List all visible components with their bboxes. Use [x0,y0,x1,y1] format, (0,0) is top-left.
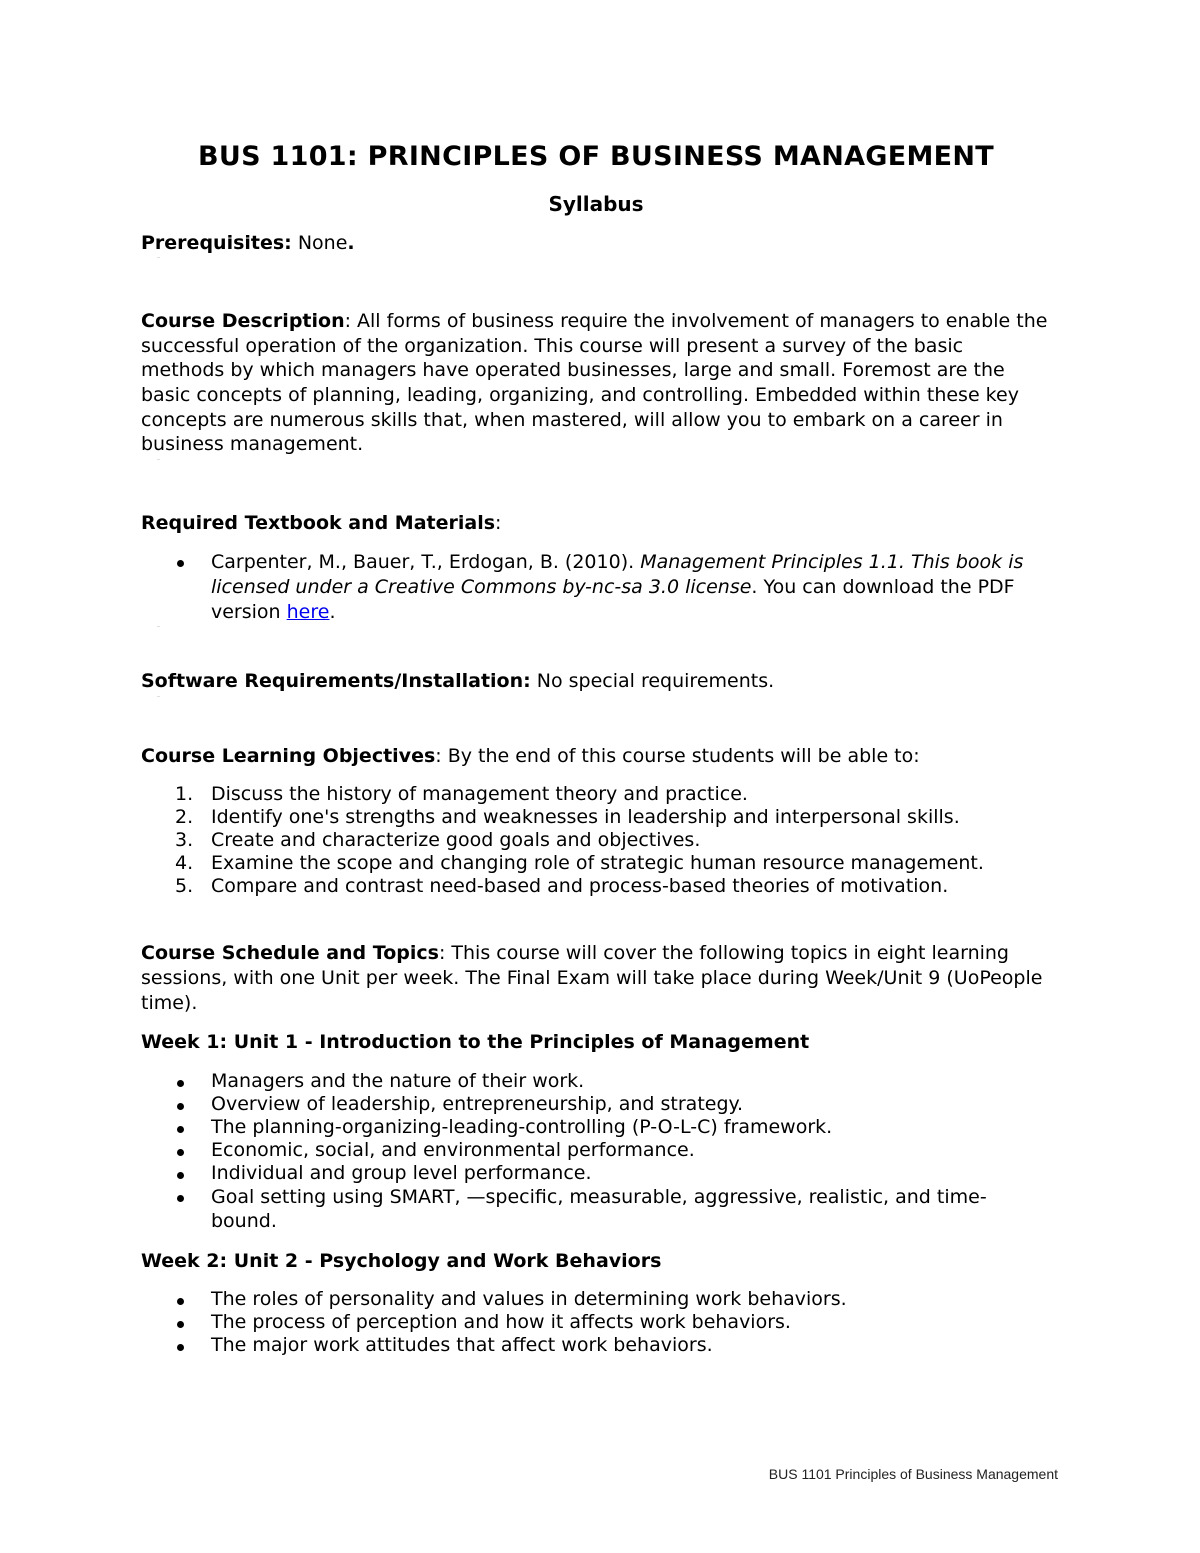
list-item: Goal setting using SMART, —specific, measurable, aggressive, realistic, and time-bound. [141,1185,1051,1234]
bullet-icon [177,1149,184,1156]
list-item: The process of perception and how it affects work behaviors. [141,1311,1051,1334]
prerequisites-label: Prerequisites: [141,231,292,254]
list-item: 5. Compare and contrast need-based and process-based theories of motivation. [175,875,949,898]
week-1-heading: Week 1: Unit 1 - Introduction to the Principles of Management [141,1031,810,1054]
week-2-heading: Week 2: Unit 2 - Psychology and Work Behaviors [141,1249,662,1272]
bullet-icon [177,1321,184,1328]
objectives-label: Course Learning Objectives [141,744,436,767]
paragraph-mark [141,624,1051,634]
week-2-topics [141,1288,1051,1357]
software-requirements: Software Requirements/Installation: No special requirements. [141,670,775,693]
paragraph-mark [141,457,1051,467]
bullet-icon [177,1172,184,1179]
list-item: Managers and the nature of their work. [141,1070,1051,1093]
course-description [141,309,1051,457]
book-title: Management Principles 1.1. This book is licensed under a Creative Commons by-nc-sa 3.0 license [211,551,1024,598]
list-item: The roles of personality and values in determining work behaviors. [141,1288,1051,1311]
list-item: 4. Examine the scope and changing role of strategic human resource management. [175,852,984,875]
learning-objectives: Course Learning Objectives: By the end of this course students will be able to: [141,744,920,767]
prerequisites: Prerequisites: None. [141,231,355,254]
download-link[interactable]: here [286,600,330,623]
list-item: 2. Identify one's strengths and weaknesses in leadership and interpersonal skills. [175,806,960,829]
list-item: 1. Discuss the history of management theory and practice. [175,783,748,806]
prerequisites-value: None [291,231,348,254]
page-title: BUS 1101: PRINCIPLES OF BUSINESS MANAGEMENT [197,141,995,172]
page-subtitle: Syllabus [548,192,644,216]
bullet-icon [177,1126,184,1133]
schedule-label: Course Schedule and Topics [141,942,439,965]
document-page [141,140,1051,1357]
bullet-icon [177,1195,184,1202]
list-item: Economic, social, and environmental performance. [141,1139,1051,1162]
list-item: Individual and group level performance. [141,1162,1051,1185]
course-description-label: Course Description [141,310,345,333]
bullet-icon [177,560,184,567]
week-1-topics [141,1070,1051,1234]
objectives-list [141,783,1051,898]
course-description-text: : All forms of business require the involvement of managers to enable the successful operation of the organization. This course will present a survey of the basic methods by which managers have operated businesses, large and small. Foremost are the basic concepts of planning, leading, organizing, and controlling. Embedded within these key concepts are numerous skills that, when mastered, will allow you to embark on a career in business management. [141,310,1048,456]
textbook-label: Required Textbook and Materials [141,511,496,534]
course-schedule: Course Schedule and Topics: This course will cover the following topics in eight learning sessions, with one Unit per week. The Final Exam will take place during Week/Unit 9 (UoPeople time). [141,942,1043,1014]
list-item: Carpenter, M., Bauer, T., Erdogan, B. (2010). Management Principles 1.1. This book is licensed under a Creative Commons by-nc-sa 3.0 license. You can download the PDF version here. [141,550,1051,624]
bullet-icon [177,1298,184,1305]
paragraph-mark [141,694,1051,704]
bullet-icon [177,1103,184,1110]
page-footer: BUS 1101 Principles of Business Management [768,1466,1058,1482]
textbook-section: Required Textbook and Materials: [141,511,502,534]
bullet-icon [177,1080,184,1087]
textbook-list [141,550,1051,624]
list-item: The planning-organizing-leading-controlling (P-O-L-C) framework. [141,1116,1051,1139]
bullet-icon [177,1344,184,1351]
list-item: The major work attitudes that affect work behaviors. [141,1334,1051,1357]
paragraph-mark [141,255,1051,265]
software-label: Software Requirements/Installation: [141,670,531,693]
list-item: 3. Create and characterize good goals and objectives. [175,829,701,852]
list-item: Overview of leadership, entrepreneurship, and strategy. [141,1093,1051,1116]
